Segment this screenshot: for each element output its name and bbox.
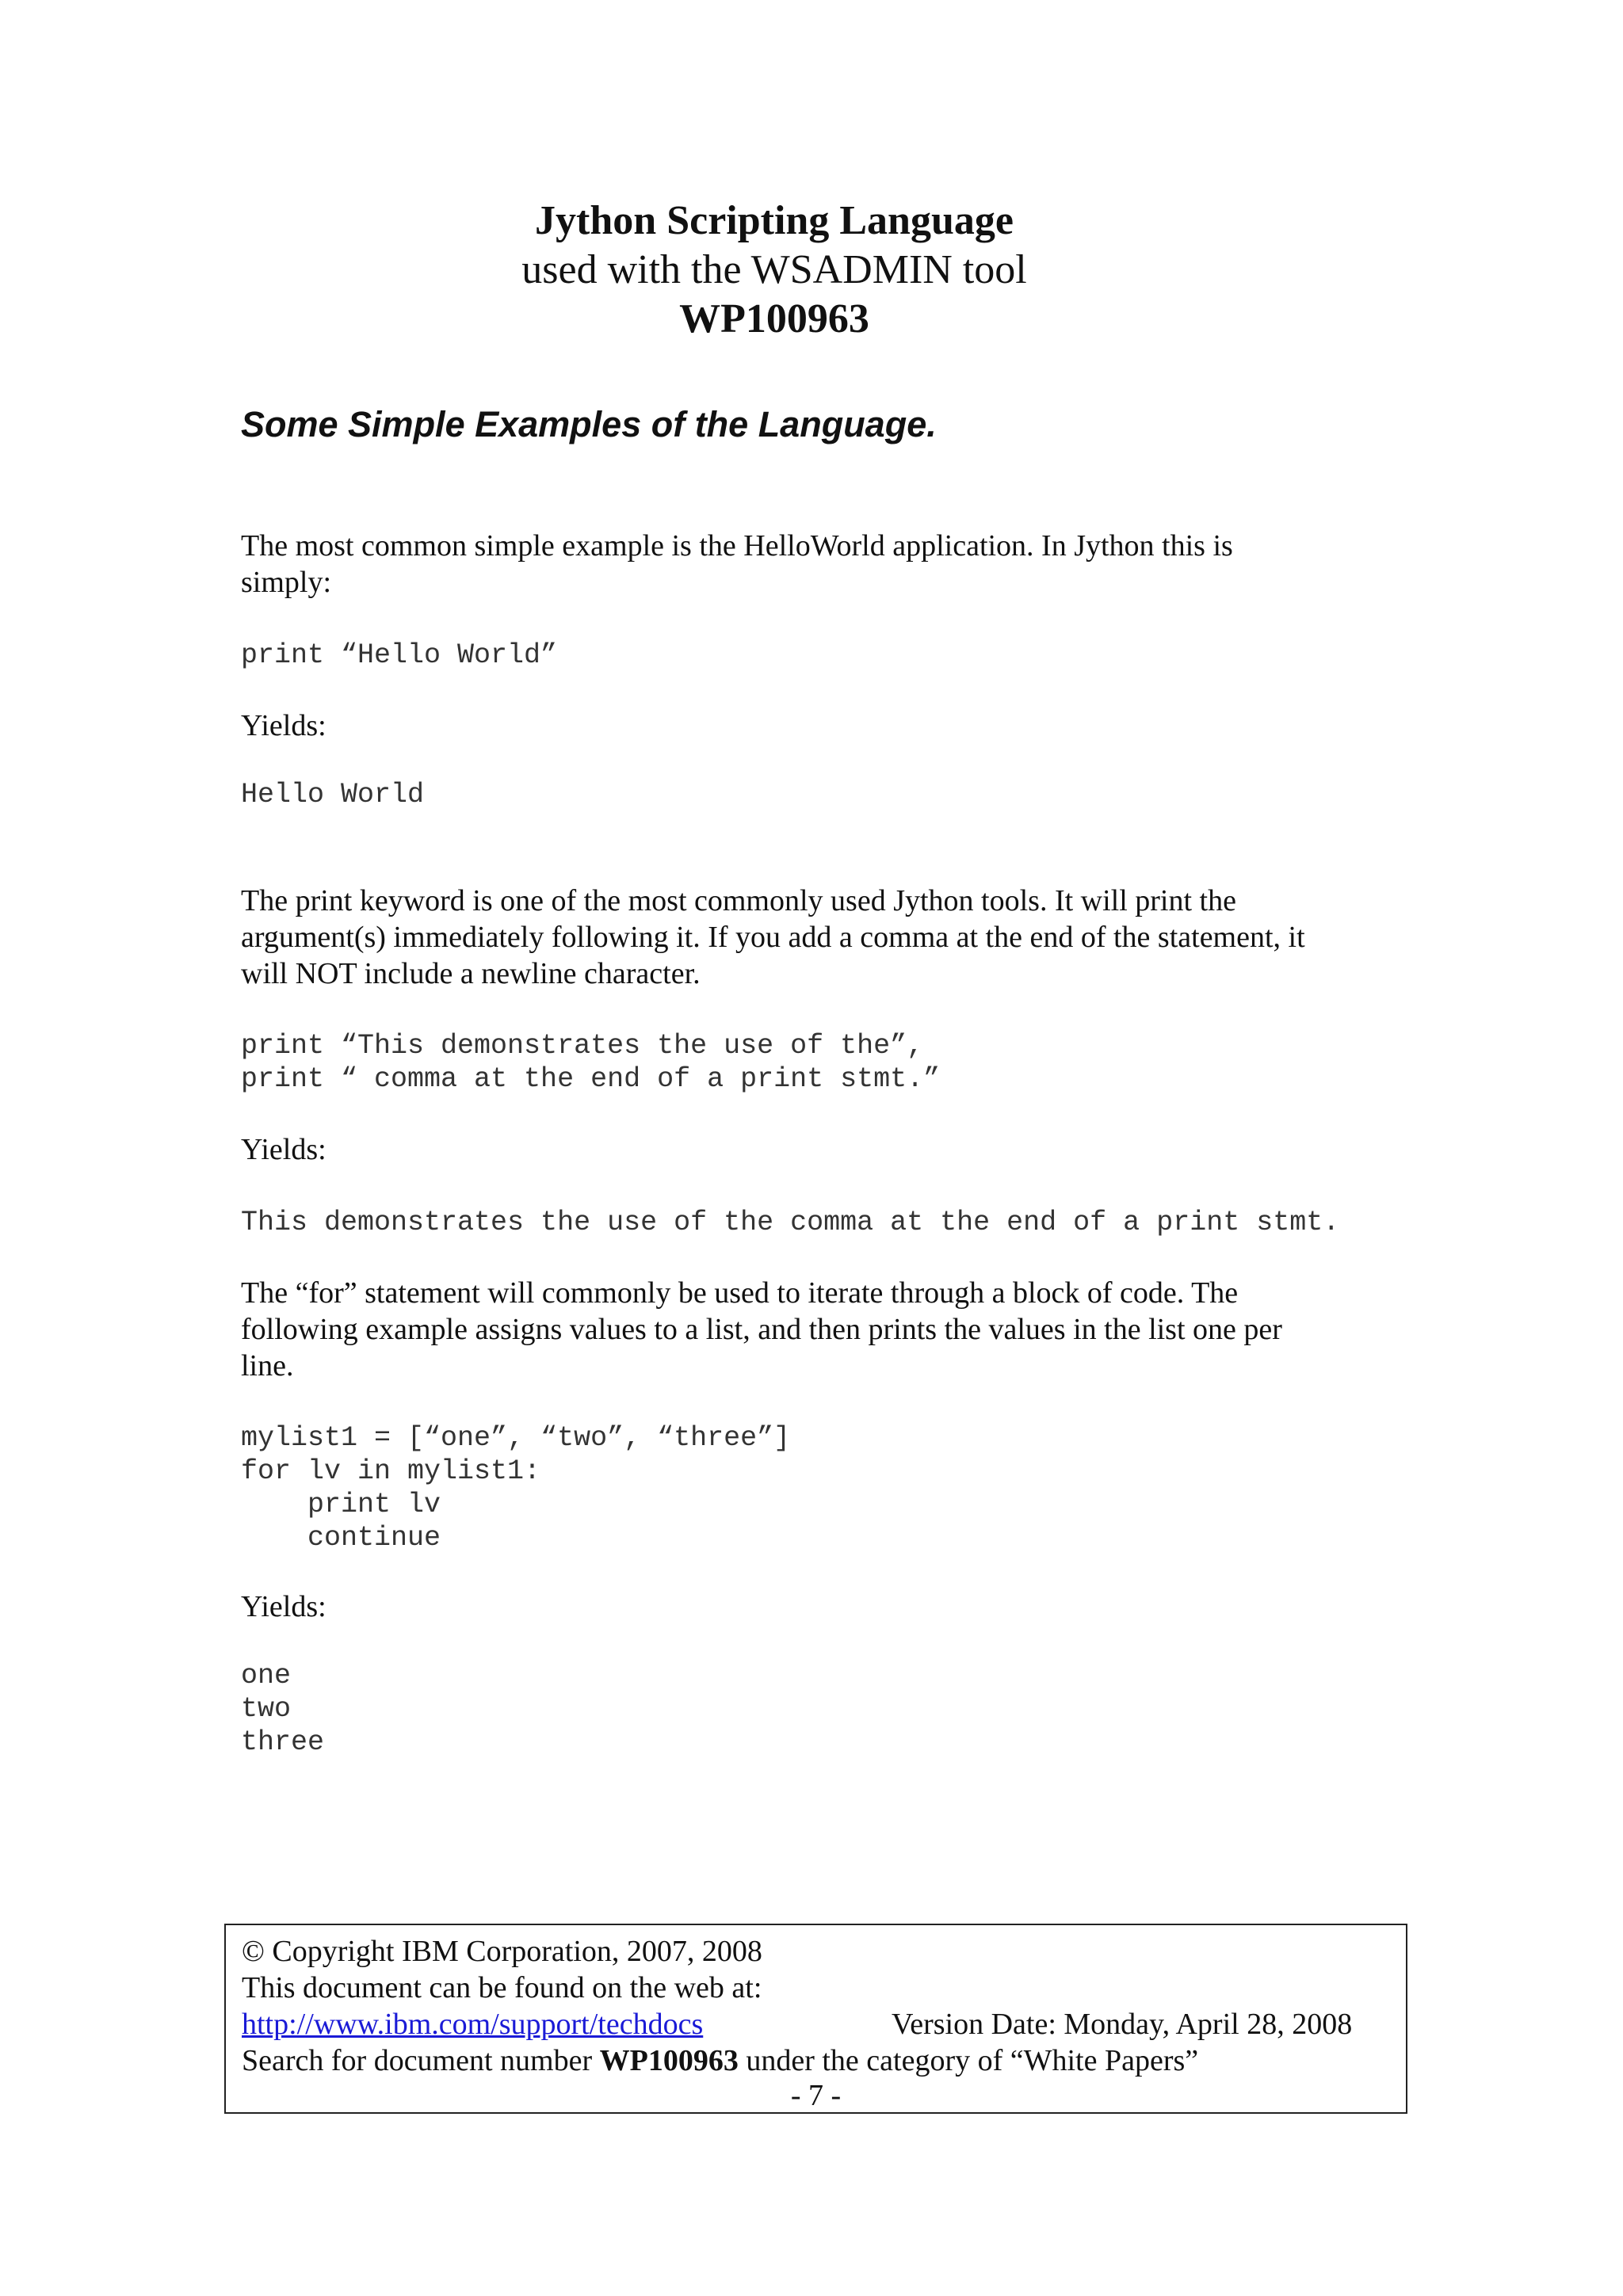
document-title: Jython Scripting Language (535, 198, 1014, 243)
paragraph-line: The print keyword is one of the most commonly used Jython tools. It will print the (241, 884, 1236, 917)
code-line: print “ comma at the end of a print stmt.” (241, 1063, 941, 1095)
footer-copyright: © Copyright IBM Corporation, 2007, 2008 (242, 1935, 762, 1968)
code-line: continue (241, 1522, 441, 1554)
code-line: two (241, 1693, 292, 1725)
footer-search-suffix: under the category of “White Papers” (738, 2044, 1199, 2077)
code-line: print “This demonstrates the use of the”, (241, 1030, 924, 1062)
footer-search-docnum: WP100963 (599, 2044, 739, 2077)
footer-search-note (242, 2042, 1198, 2079)
footer-version-date: Version Date: Monday, April 28, 2008 (892, 2008, 1353, 2041)
yields-label: Yields: (241, 1590, 327, 1623)
document-number: WP100963 (679, 296, 869, 341)
code-for-loop (241, 1421, 790, 1554)
paragraph-line: The “for” statement will commonly be used to iterate through a block of code. The (241, 1276, 1239, 1310)
code-hello-world: print “Hello World” (241, 639, 558, 671)
footer-search-prefix: Search for document number (242, 2044, 600, 2077)
footer-box (224, 1924, 1407, 2114)
paragraph-line: will NOT include a newline character. (241, 957, 701, 990)
code-line: for lv in mylist1: (241, 1455, 541, 1487)
paragraph-line: The most common simple example is the HelloWorld application. In Jython this is (241, 529, 1233, 563)
paragraph-line: line. (241, 1349, 294, 1383)
output-print-comma: This demonstrates the use of the comma at the end of a print stmt. (241, 1207, 1340, 1238)
paragraph-helloworld-intro (241, 528, 1414, 601)
section-heading: Some Simple Examples of the Language. (241, 404, 937, 444)
footer-web-note: This document can be found on the web at: (242, 1971, 762, 2004)
paragraph-line: simply: (241, 566, 332, 599)
footer-url-row (242, 2006, 703, 2042)
code-line: mylist1 = [“one”, “two”, “three”] (241, 1422, 791, 1454)
paragraph-print-keyword (241, 883, 1414, 992)
document-header (0, 196, 1549, 344)
paragraph-line: following example assigns values to a list, and then prints the values in the list one per (241, 1313, 1282, 1346)
output-hello-world: Hello World (241, 779, 425, 810)
page-number: - 7 - (790, 2079, 842, 2112)
code-print-comma (241, 1029, 940, 1096)
yields-label: Yields: (241, 709, 327, 742)
code-line: print lv (241, 1489, 441, 1520)
yields-label: Yields: (241, 1133, 327, 1166)
document-subtitle: used with the WSADMIN tool (521, 247, 1027, 292)
code-line: three (241, 1726, 325, 1758)
code-line: one (241, 1660, 292, 1691)
output-for-loop (241, 1659, 324, 1759)
paragraph-for-statement (241, 1275, 1414, 1384)
paragraph-line: argument(s) immediately following it. If you add a comma at the end of the statement, it (241, 921, 1305, 954)
techdocs-link[interactable]: http://www.ibm.com/support/techdocs (242, 2008, 704, 2041)
